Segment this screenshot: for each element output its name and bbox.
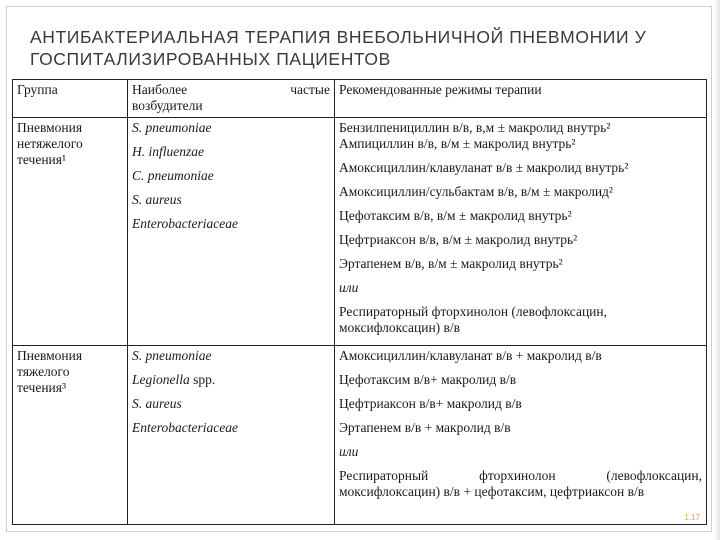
pathogen-item: H. influenzae	[132, 144, 204, 159]
table-row	[13, 118, 707, 346]
regimens-cell	[335, 118, 707, 346]
regimen-item: Респираторный фторхинолон (левофлоксацин, моксифлоксацин) в/в	[339, 304, 608, 335]
therapy-table	[12, 79, 707, 525]
regimen-item: Амоксициллин/сульбактам в/в, в/м ± макролид²	[339, 184, 613, 199]
pathogen-item: Legionella spp.	[132, 372, 216, 387]
group-cell	[13, 118, 128, 346]
header-pathogens-part-1: Наиболее	[132, 82, 188, 97]
regimen-or: или	[339, 444, 359, 459]
header-regimens: Рекомендованные режимы терапии	[335, 80, 707, 118]
pathogen-item: Enterobacteriaceae	[132, 216, 238, 231]
group-line: Пневмония	[17, 120, 83, 135]
page-number: 1.17	[684, 513, 700, 522]
pathogen-item: Enterobacteriaceae	[132, 420, 238, 435]
header-group: Группа	[13, 80, 128, 118]
slide-edge-shadow	[714, 0, 720, 540]
group-line: течения¹	[17, 152, 67, 167]
group-line: течения³	[17, 380, 67, 395]
table-header-row	[13, 80, 707, 118]
regimen-item: Амоксициллин/клавуланат в/в ± макролид внутрь²	[339, 160, 629, 175]
regimen-item: Эртапенем в/в, в/м ± макролид внутрь²	[339, 256, 563, 271]
group-cell	[13, 346, 128, 525]
regimen-item: Амоксициллин/клавуланат в/в + макролид в/в	[339, 348, 602, 363]
pathogens-cell	[128, 118, 335, 346]
regimen-item: Респираторный фторхинолон (левофлоксацин, моксифлоксацин) в/в + цефотаксим, цефтриаксон в/в	[339, 468, 702, 499]
group-line: нетяжелого	[17, 136, 83, 151]
regimen-item: Цефотаксим в/в, в/м ± макролид внутрь²	[339, 208, 572, 223]
pathogen-item: S. aureus	[132, 192, 182, 207]
pathogen-item: S. aureus	[132, 396, 182, 411]
group-line: Пневмония	[17, 348, 83, 363]
regimen-item: Ампициллин в/в, в/м ± макролид внутрь²	[339, 136, 576, 151]
regimen-item: Цефтриаксон в/в, в/м ± макролид внутрь²	[339, 232, 578, 247]
regimen-item: Цефтриаксон в/в+ макролид в/в	[339, 396, 522, 411]
regimens-cell	[335, 346, 707, 525]
pathogen-item: S. pneumoniae	[132, 120, 212, 135]
header-pathogens	[128, 80, 335, 118]
regimen-item: Бензилпенициллин в/в, в,м ± макролид внутрь²	[339, 120, 611, 135]
header-pathogens-part-2: частые	[290, 82, 330, 97]
title-line-1: АНТИБАКТЕРИАЛЬНАЯ ТЕРАПИЯ ВНЕБОЛЬНИЧНОЙ ПНЕВМОНИИ У	[30, 27, 647, 47]
pathogen-item: C. pneumoniae	[132, 168, 214, 183]
pathogens-cell	[128, 346, 335, 525]
group-line: тяжелого	[17, 364, 70, 379]
regimen-or: или	[339, 280, 359, 295]
header-pathogens-part-3: возбудители	[132, 98, 203, 113]
regimen-item: Эртапенем в/в + макролид в/в	[339, 420, 511, 435]
title-line-2: ГОСПИТАЛИЗИРОВАННЫХ ПАЦИЕНТОВ	[30, 49, 391, 69]
pathogen-item: S. pneumoniae	[132, 348, 212, 363]
slide-title	[30, 26, 670, 70]
regimen-item: Цефотаксим в/в+ макролид в/в	[339, 372, 517, 387]
table-row	[13, 346, 707, 525]
